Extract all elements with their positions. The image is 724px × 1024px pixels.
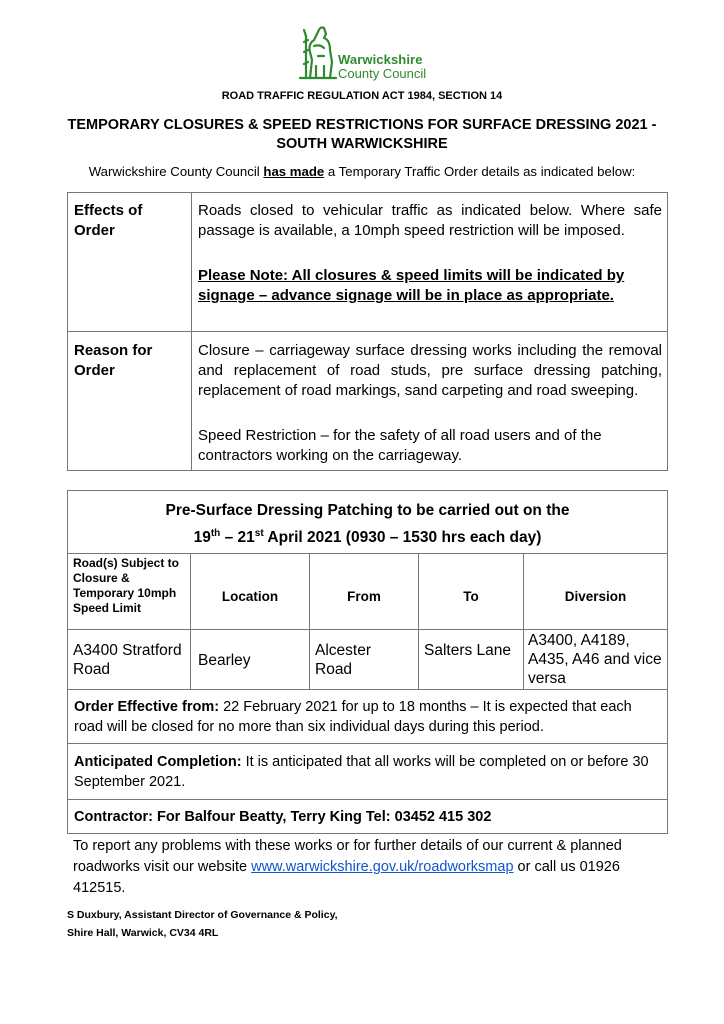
intro-emphasis: has made	[263, 164, 325, 179]
anticipated-completion	[74, 752, 662, 792]
order-effective	[74, 697, 662, 737]
signatory-address: Shire Hall, Warwick, CV34 4RL	[67, 927, 219, 939]
contact-phone-text: or call us 01926 412515.	[73, 859, 620, 896]
column-header-to: To	[463, 589, 479, 604]
column-header-from: From	[347, 589, 381, 604]
table-divider	[68, 553, 667, 554]
order-details-table	[67, 192, 668, 471]
contact-text: To report any problems with these works or for further details of our current & planned roadworks visit our website	[73, 838, 622, 875]
table-divider	[523, 554, 524, 689]
intro-line	[40, 164, 684, 179]
effects-text: Roads closed to vehicular traffic as indicated below. Where safe passage is available, a 10mph speed restriction will be imposed.	[198, 202, 662, 239]
table-divider	[68, 799, 667, 800]
column-header-diversion: Diversion	[564, 589, 627, 604]
order-effective-text: 22 February 2021 for up to 18 months – It is expected that each road will be closed for no more than six individual days during this period.	[74, 699, 632, 735]
schedule-heading: Pre-Surface Dressing Patching to be carried out on the	[165, 502, 570, 519]
schedule-dates	[68, 528, 667, 547]
table-divider	[190, 554, 191, 689]
notice-title: TEMPORARY CLOSURES & SPEED RESTRICTIONS FOR SURFACE DRESSING 2021 - SOUTH WARWICKSHIRE	[67, 117, 657, 152]
effects-label: Effects of Order	[74, 202, 143, 239]
contact-paragraph	[73, 836, 673, 899]
reason-label: Reason for Order	[74, 342, 153, 379]
table-divider	[418, 554, 419, 689]
intro-text: Warwickshire County Council	[88, 164, 264, 179]
column-header-road: Road(s) Subject to Closure & Temporary 10mph Speed Limit	[73, 556, 180, 615]
schedule-time: April 2021 (0930 – 1530 hrs each day)	[263, 529, 542, 547]
date-end: – 21	[220, 529, 255, 547]
cell-diversion: A3400, A4189, A435, A46 and vice versa	[528, 632, 662, 687]
act-reference: ROAD TRAFFIC REGULATION ACT 1984, SECTION 14	[221, 90, 503, 102]
bear-and-ragged-staff-icon	[298, 22, 338, 80]
council-logo	[298, 22, 440, 84]
table-divider	[68, 689, 667, 690]
completion-label: Anticipated Completion:	[74, 754, 242, 770]
signature-block	[67, 906, 338, 942]
intro-text-end: a Temporary Traffic Order details as indicated below:	[324, 164, 636, 179]
date-end-suffix: st	[254, 528, 264, 539]
cell-from: Alcester Road	[315, 642, 371, 678]
date-start: 19	[193, 529, 211, 547]
effects-note: Please Note: All closures & speed limits will be indicated by signage – advance signage will be in place as appropriate.	[198, 267, 625, 304]
table-divider	[309, 554, 310, 689]
schedule-table	[67, 490, 668, 834]
completion-text: It is anticipated that all works will be completed on or before 30 September 2021.	[74, 754, 649, 790]
table-divider	[68, 331, 667, 332]
table-divider	[68, 629, 667, 630]
cell-to: Salters Lane	[424, 642, 512, 659]
logo-org-subname: County Council	[338, 66, 427, 81]
cell-location: Bearley	[198, 652, 251, 669]
column-header-location: Location	[221, 589, 279, 604]
table-divider	[68, 743, 667, 744]
reason-speed-text: Speed Restriction – for the safety of all road users and of the contractors working on the carriageway.	[198, 427, 602, 464]
date-start-suffix: th	[210, 528, 221, 539]
reason-text: Closure – carriageway surface dressing works including the removal and replacement of road studs, pre surface dressing patching, replacement of road markings, sand carpeting and road sweeping.	[198, 342, 662, 399]
cell-road: A3400 Stratford Road	[73, 642, 182, 678]
roadworks-map-link[interactable]: www.warwickshire.gov.uk/roadworksmap	[251, 859, 514, 875]
contractor-line: Contractor: For Balfour Beatty, Terry King Tel: 03452 415 302	[74, 809, 492, 825]
signatory: S Duxbury, Assistant Director of Governance & Policy,	[67, 909, 338, 921]
logo-org-name: Warwickshire	[338, 52, 423, 67]
order-effective-label: Order Effective from:	[74, 699, 220, 715]
